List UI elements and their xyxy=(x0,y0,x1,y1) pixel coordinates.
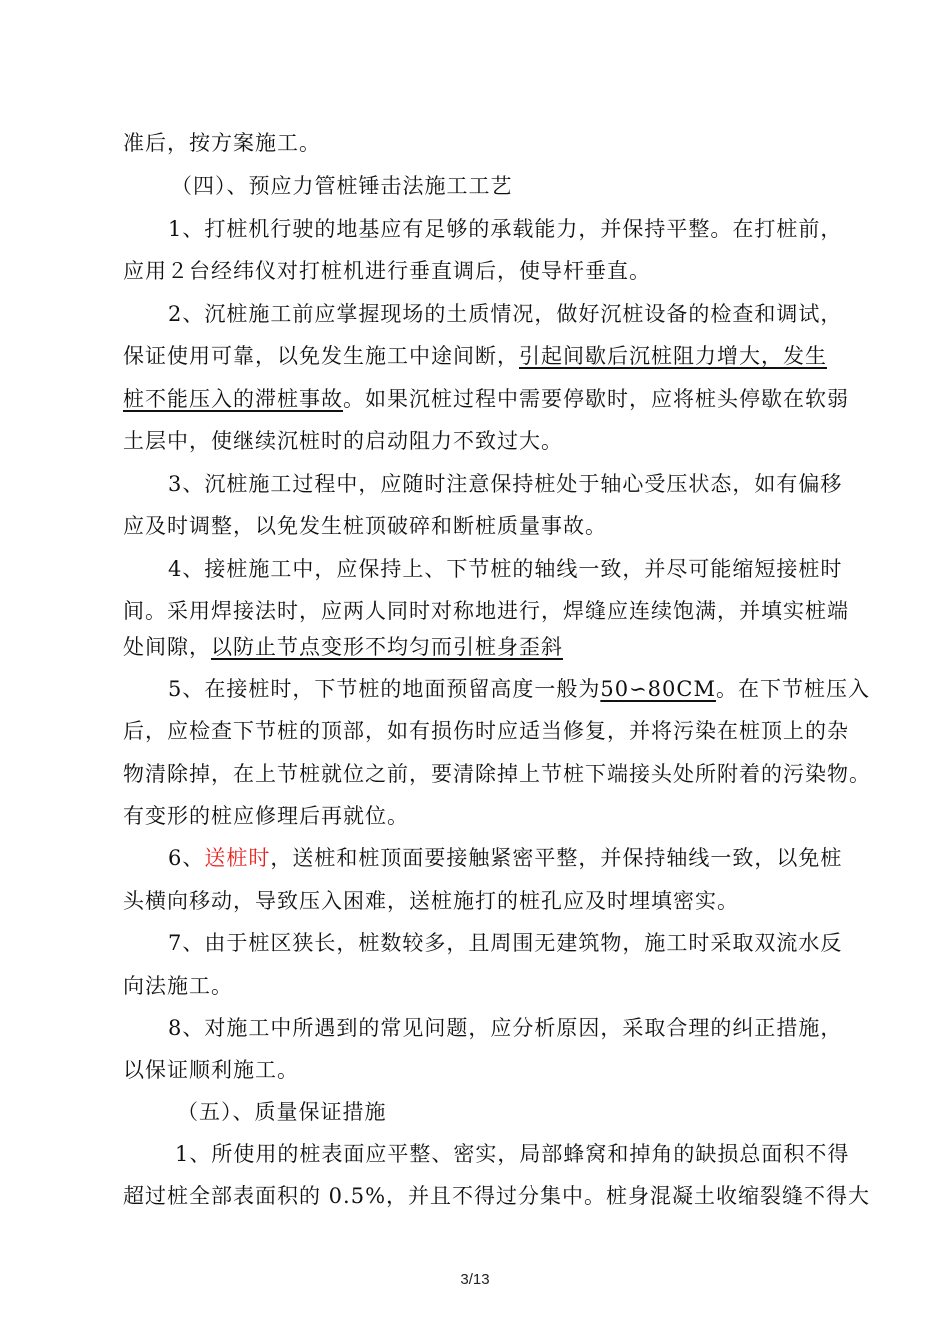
text-run: 3、沉桩施工过程中，应随时注意保持桩处于轴心受压状态，如有偏移 xyxy=(168,472,843,496)
text-line xyxy=(175,1139,849,1169)
text-run: 8、对施工中所遇到的常见问题，应分析原因，采取合理的纠正措施， xyxy=(168,1016,843,1040)
text-line xyxy=(123,886,739,916)
text-run: 。如果沉桩过程中需要停歇时，应将桩头停歇在软弱 xyxy=(343,387,849,411)
underlined-text: 以防止节点变形不均匀而引桩身歪斜 xyxy=(211,635,563,659)
text-line xyxy=(123,426,563,456)
text-line xyxy=(168,843,842,873)
text-line xyxy=(123,801,409,831)
text-line xyxy=(168,214,842,244)
text-run: 1、所使用的桩表面应平整、密实，局部蜂窝和掉角的缺损总面积不得 xyxy=(175,1142,850,1166)
text-run: （四）、预应力管桩锤击法施工工艺 xyxy=(171,174,513,198)
text-line xyxy=(168,1013,842,1043)
text-line xyxy=(123,128,321,158)
section-heading xyxy=(177,1097,387,1127)
text-run: 物清除掉，在上节桩就位之前，要清除掉上节桩下端接头处所附着的污染物。 xyxy=(123,762,871,786)
text-line xyxy=(123,1181,870,1211)
text-run: 5、在接桩时，下节桩的地面预留高度一般为 xyxy=(168,677,601,701)
text-line xyxy=(123,759,871,789)
text-line xyxy=(123,596,849,626)
text-run: 以保证顺利施工。 xyxy=(123,1058,299,1082)
text-run: 7、由于桩区狭长，桩数较多，且周围无建筑物，施工时采取双流水反 xyxy=(168,931,843,955)
text-line xyxy=(123,971,233,1001)
highlighted-text: 送桩时 xyxy=(204,846,271,870)
text-run: ，送桩和桩顶面要接触紧密平整，并保持轴线一致，以免桩 xyxy=(270,846,843,870)
text-run: 土层中，使继续沉桩时的启动阻力不致过大。 xyxy=(123,429,563,453)
text-line xyxy=(168,299,842,329)
section-heading xyxy=(171,171,513,201)
text-line xyxy=(168,674,870,704)
text-run: 准后，按方案施工。 xyxy=(123,131,321,155)
text-line xyxy=(168,554,842,584)
text-line xyxy=(123,384,849,414)
underlined-text: 桩不能压入的滞桩事故 xyxy=(123,387,343,411)
underlined-text: 引起间歇后沉桩阻力增大，发生 xyxy=(519,344,827,368)
text-run: 。在下节桩压入 xyxy=(715,677,870,701)
text-run: 4、接桩施工中，应保持上、下节桩的轴线一致，并尽可能缩短接桩时 xyxy=(168,557,843,581)
text-run: 处间隙， xyxy=(123,635,211,659)
text-line xyxy=(123,256,651,286)
text-line xyxy=(123,716,849,746)
page-number: 3/13 xyxy=(460,1271,490,1288)
text-run: 有变形的桩应修理后再就位。 xyxy=(123,804,409,828)
text-run: 超过桩全部表面积的 0.5%，并且不得过分集中。桩身混凝土收缩裂缝不得大 xyxy=(123,1184,871,1208)
text-run: 应及时调整，以免发生桩顶破碎和断桩质量事故。 xyxy=(123,514,607,538)
text-run: 保证使用可靠，以免发生施工中途间断， xyxy=(123,344,519,368)
text-run: 头横向移动，导致压入困难，送桩施打的桩孔应及时埋填密实。 xyxy=(123,889,739,913)
text-run: 应用２台经纬仪对打桩机进行垂直调后，使导杆垂直。 xyxy=(123,259,651,283)
text-run: 6、 xyxy=(168,846,205,870)
text-line xyxy=(123,632,563,662)
underlined-text: 50∽80CM xyxy=(600,677,716,701)
text-run: 1、打桩机行驶的地基应有足够的承载能力，并保持平整。在打桩前， xyxy=(168,217,843,241)
text-line xyxy=(168,928,842,958)
text-run: 向法施工。 xyxy=(123,974,233,998)
text-line xyxy=(168,469,842,499)
text-run: （五）、质量保证措施 xyxy=(177,1100,387,1124)
text-line xyxy=(123,341,827,371)
text-line xyxy=(123,511,607,541)
text-run: 间。采用焊接法时，应两人同时对称地进行，焊缝应连续饱满，并填实桩端 xyxy=(123,599,849,623)
text-run: 后，应检查下节桩的顶部，如有损伤时应适当修复，并将污染在桩顶上的杂 xyxy=(123,719,849,743)
text-run: 2、沉桩施工前应掌握现场的土质情况，做好沉桩设备的检查和调试， xyxy=(168,302,843,326)
text-line xyxy=(123,1055,299,1085)
